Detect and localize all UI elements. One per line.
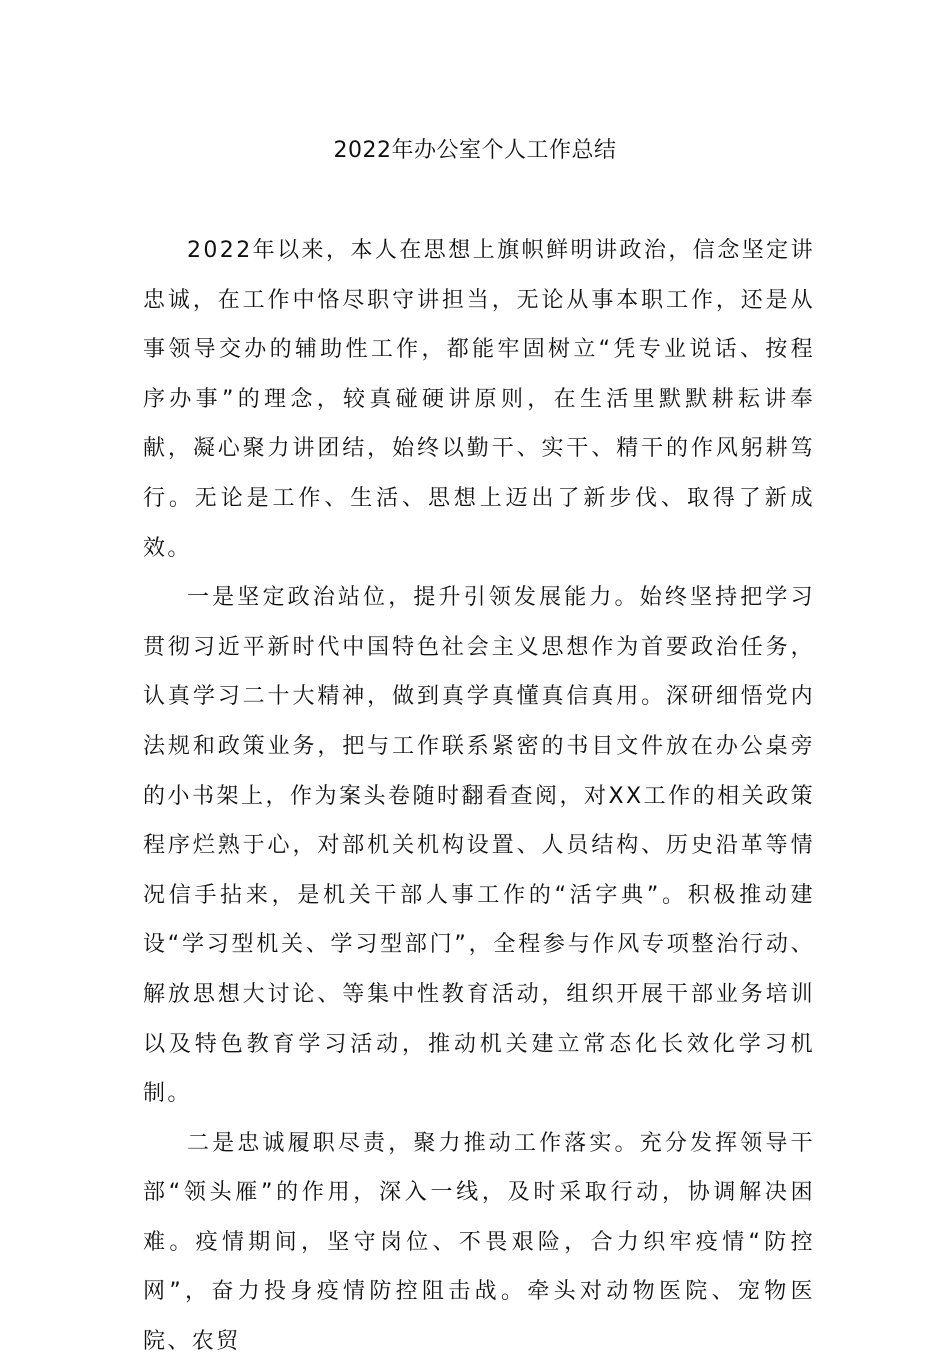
- document-body: [143, 226, 815, 1367]
- paragraph-political-stance: 一是坚定政治站位，提升引领发展能力。始终坚持把学习贯彻习近平新时代中国特色社会主义思想作为首要政治任务，认真学习二十大精神，做到真学真懂真信真用。深研细悟党内法规和政策业务，把与工作联系紧密的书目文件放在办公桌旁的小书架上，作为案头卷随时翻看查阅，对XX工作的相关政策程序烂熟于心，对部机关机构设置、人员结构、历史沿革等情况信手拈来，是机关干部人事工作的“活字典”。积极推动建设“学习型机关、学习型部门”，全程参与作风专项整治行动、解放思想大讨论、等集中性教育活动，组织开展干部业务培训以及特色教育学习活动，推动机关建立常态化长效化学习机制。: [143, 585, 815, 1107]
- document-title: 2022年办公室个人工作总结: [333, 138, 617, 163]
- paragraph-intro: 2022年以来，本人在思想上旗帜鲜明讲政治，信念坚定讲忠诚，在工作中恪尽职守讲担当，无论从事本职工作，还是从事领导交办的辅助性工作，都能牢固树立“凭专业说话、按程序办事”的理念，较真碰硬讲原则，在生活里默默耕耘讲奉献，凝心聚力讲团结，始终以勤干、实干、精干的作风躬耕笃行。无论是工作、生活、思想上迈出了新步伐、取得了新成效。: [143, 238, 815, 561]
- paragraph-duty-performance: 二是忠诚履职尽责，聚力推动工作落实。充分发挥领导干部“领头雁”的作用，深入一线，及时采取行动，协调解决困难。疫情期间，坚守岗位、不畏艰险，合力织牢疫情“防控网”，奋力投身疫情防控阻击战。牵头对动物医院、宠物医院、农贸: [143, 1130, 815, 1355]
